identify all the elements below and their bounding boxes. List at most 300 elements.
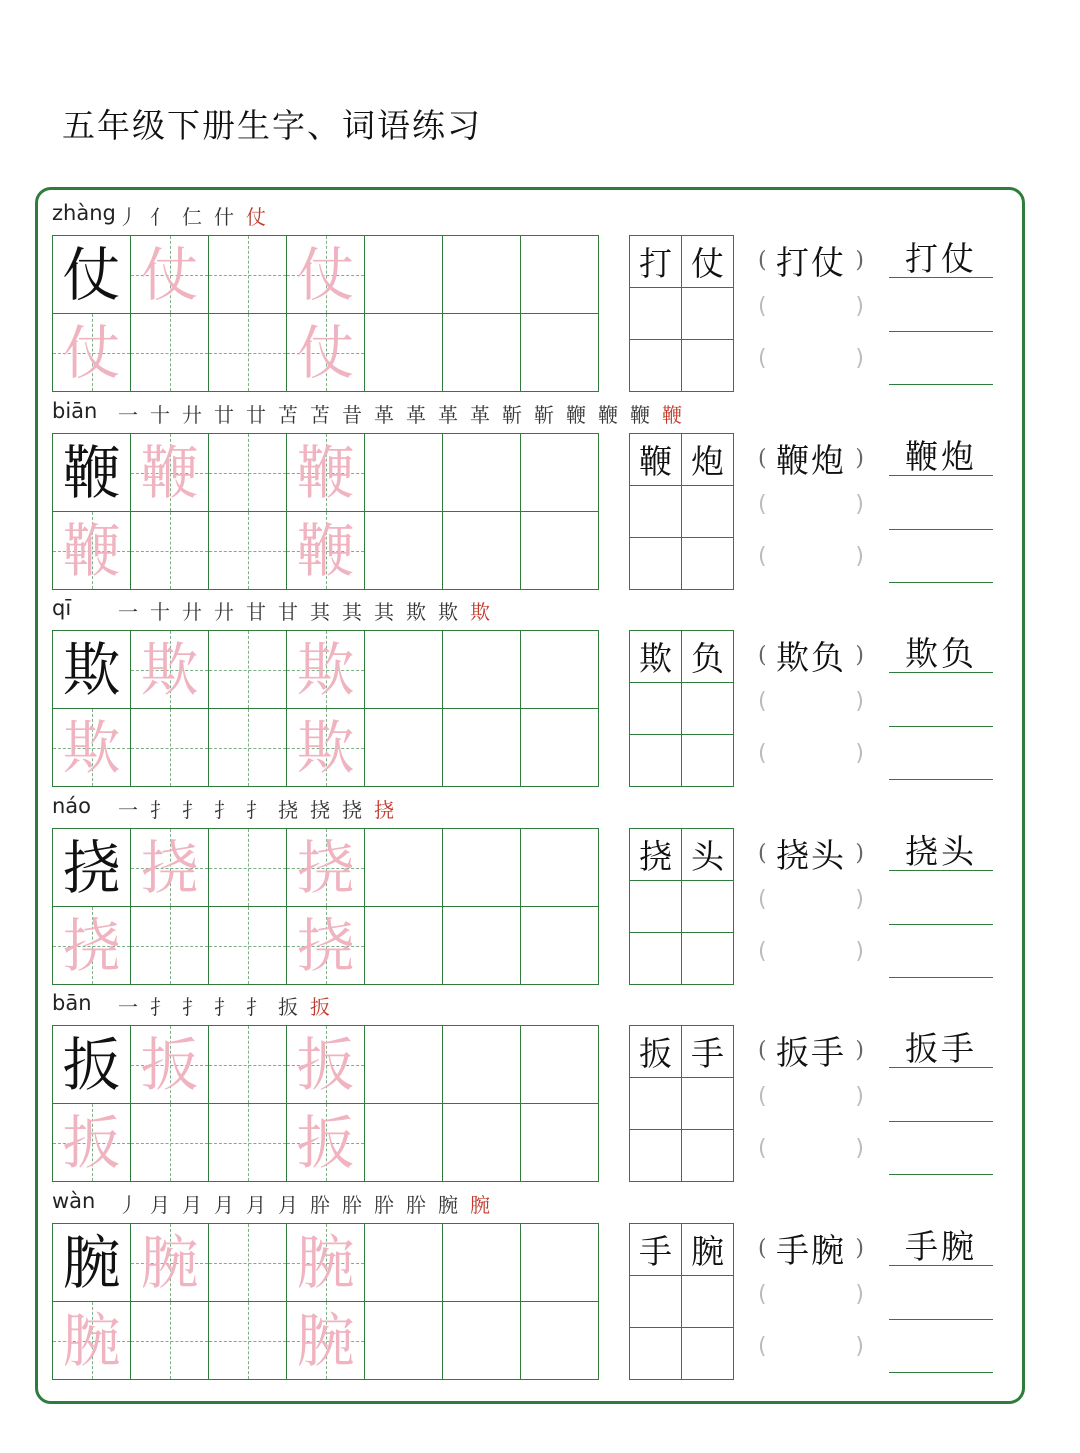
paren-open: ( bbox=[758, 1281, 767, 1307]
word-cell[interactable] bbox=[682, 881, 734, 933]
word-cell[interactable]: 仗 bbox=[682, 236, 734, 288]
word-cell[interactable] bbox=[630, 881, 682, 933]
paren-open: ( bbox=[758, 491, 767, 517]
paren-blank[interactable] bbox=[758, 489, 864, 519]
practice-cell[interactable] bbox=[209, 709, 287, 787]
stroke-step: 扌 bbox=[214, 798, 234, 822]
paren-close: ) bbox=[855, 1037, 864, 1063]
practice-cell[interactable] bbox=[131, 709, 209, 787]
word-grid bbox=[629, 235, 734, 392]
char-section bbox=[0, 1183, 1080, 1380]
word-cell[interactable]: 手 bbox=[682, 1026, 734, 1078]
write-line[interactable] bbox=[889, 1318, 993, 1320]
paren-word bbox=[758, 834, 864, 875]
write-line[interactable] bbox=[889, 1371, 993, 1373]
page-title: 五年级下册生字、词语练习 bbox=[62, 106, 482, 145]
stroke-step: 昔 bbox=[342, 403, 362, 427]
paren-close: ) bbox=[855, 1235, 864, 1261]
paren-close: ) bbox=[855, 840, 864, 866]
write-line[interactable] bbox=[889, 383, 993, 385]
paren-close: ) bbox=[855, 886, 864, 912]
practice-cell[interactable] bbox=[131, 434, 209, 512]
practice-cell[interactable] bbox=[131, 1224, 209, 1302]
practice-cell[interactable] bbox=[287, 314, 365, 392]
paren-open: ( bbox=[758, 642, 767, 668]
paren-word-text: 鞭炮 bbox=[776, 440, 846, 480]
practice-cell[interactable] bbox=[365, 1104, 443, 1182]
stroke-step: 廿 bbox=[246, 403, 266, 427]
practice-cell[interactable] bbox=[131, 631, 209, 709]
practice-cell[interactable] bbox=[131, 512, 209, 590]
paren-close: ) bbox=[855, 445, 864, 471]
model-char: 挠 bbox=[62, 833, 121, 902]
stroke-step: 廿 bbox=[214, 403, 234, 427]
practice-cell[interactable] bbox=[365, 1302, 443, 1380]
word-cell[interactable] bbox=[682, 735, 734, 787]
trace-char: 挠 bbox=[62, 911, 121, 980]
practice-cell[interactable] bbox=[443, 512, 521, 590]
practice-cell[interactable] bbox=[53, 1026, 131, 1104]
stroke-step: 廾 bbox=[214, 600, 234, 624]
word-cell[interactable] bbox=[682, 933, 734, 985]
practice-cell[interactable] bbox=[287, 631, 365, 709]
practice-cell[interactable] bbox=[287, 236, 365, 314]
stroke-step: 扌 bbox=[150, 995, 170, 1019]
write-line[interactable] bbox=[889, 1120, 993, 1122]
trace-char: 仗 bbox=[296, 318, 355, 387]
paren-open: ( bbox=[758, 740, 767, 766]
stroke-step: 肸 bbox=[342, 1193, 362, 1217]
word-cell[interactable] bbox=[682, 1078, 734, 1130]
trace-char: 腕 bbox=[62, 1306, 121, 1375]
practice-cell[interactable] bbox=[443, 314, 521, 392]
practice-cell[interactable] bbox=[131, 1026, 209, 1104]
stroke-order bbox=[116, 991, 332, 1020]
trace-char: 鞭 bbox=[296, 438, 355, 507]
stroke-step: 革 bbox=[438, 403, 458, 427]
model-char: 仗 bbox=[62, 240, 121, 309]
practice-cell[interactable] bbox=[53, 829, 131, 907]
stroke-step: 月 bbox=[214, 1193, 234, 1217]
practice-cell[interactable] bbox=[365, 829, 443, 907]
paren-open: ( bbox=[758, 840, 767, 866]
practice-cell[interactable] bbox=[365, 1026, 443, 1104]
practice-cell[interactable] bbox=[287, 709, 365, 787]
paren-word bbox=[758, 1031, 864, 1072]
practice-cell[interactable] bbox=[131, 1104, 209, 1182]
word-cell[interactable]: 扳 bbox=[630, 1026, 682, 1078]
paren-word bbox=[758, 241, 864, 282]
word-cell[interactable] bbox=[682, 538, 734, 590]
pinyin-label: biān bbox=[52, 399, 98, 423]
underlined-word: 鞭炮 bbox=[889, 439, 993, 476]
stroke-step: 靳 bbox=[502, 403, 522, 427]
practice-cell[interactable] bbox=[53, 1224, 131, 1302]
word-cell[interactable]: 头 bbox=[682, 829, 734, 881]
stroke-step: 腕 bbox=[470, 1193, 490, 1217]
paren-word-text: 扳手 bbox=[776, 1032, 846, 1072]
stroke-step: 挠 bbox=[374, 798, 394, 822]
write-line[interactable] bbox=[889, 528, 993, 530]
char-section bbox=[0, 788, 1080, 985]
paren-close: ) bbox=[855, 1333, 864, 1359]
practice-cell[interactable] bbox=[521, 1224, 599, 1302]
practice-cell[interactable] bbox=[209, 236, 287, 314]
trace-char: 挠 bbox=[296, 911, 355, 980]
stroke-step: 一 bbox=[118, 798, 138, 822]
practice-cell[interactable] bbox=[443, 434, 521, 512]
stroke-step: 肸 bbox=[310, 1193, 330, 1217]
practice-cell[interactable] bbox=[287, 907, 365, 985]
paren-open: ( bbox=[758, 1333, 767, 1359]
model-char: 扳 bbox=[62, 1030, 121, 1099]
paren-blank[interactable] bbox=[758, 1331, 864, 1361]
practice-grid bbox=[52, 1223, 599, 1380]
stroke-order bbox=[116, 596, 492, 625]
paren-blank[interactable] bbox=[758, 884, 864, 914]
paren-blank[interactable] bbox=[758, 686, 864, 716]
word-cell[interactable]: 欺 bbox=[630, 631, 682, 683]
trace-char: 腕 bbox=[140, 1228, 199, 1297]
practice-cell[interactable] bbox=[209, 631, 287, 709]
word-grid bbox=[629, 630, 734, 787]
model-char: 鞭 bbox=[62, 438, 121, 507]
practice-cell[interactable] bbox=[365, 236, 443, 314]
stroke-step: 月 bbox=[182, 1193, 202, 1217]
trace-char: 欺 bbox=[140, 635, 199, 704]
practice-grid bbox=[52, 1025, 599, 1182]
write-line[interactable] bbox=[889, 778, 993, 780]
stroke-step: 挠 bbox=[310, 798, 330, 822]
stroke-step: 扌 bbox=[150, 798, 170, 822]
paren-word-text: 挠头 bbox=[776, 835, 846, 875]
practice-cell[interactable] bbox=[53, 512, 131, 590]
practice-cell[interactable] bbox=[209, 1224, 287, 1302]
trace-char: 欺 bbox=[296, 713, 355, 782]
stroke-step: 苫 bbox=[310, 403, 330, 427]
word-cell[interactable] bbox=[630, 288, 682, 340]
practice-cell[interactable] bbox=[521, 709, 599, 787]
practice-cell[interactable] bbox=[365, 512, 443, 590]
write-line[interactable] bbox=[889, 923, 993, 925]
stroke-step: 苫 bbox=[278, 403, 298, 427]
practice-cell[interactable] bbox=[443, 1302, 521, 1380]
paren-open: ( bbox=[758, 886, 767, 912]
pinyin-label: qī bbox=[52, 596, 72, 620]
practice-cell[interactable] bbox=[521, 1026, 599, 1104]
word-cell[interactable] bbox=[630, 486, 682, 538]
model-char: 腕 bbox=[62, 1228, 121, 1297]
stroke-step: 扌 bbox=[214, 995, 234, 1019]
practice-cell[interactable] bbox=[521, 829, 599, 907]
word-grid bbox=[629, 433, 734, 590]
stroke-step: 扌 bbox=[246, 798, 266, 822]
practice-cell[interactable] bbox=[521, 434, 599, 512]
word-cell[interactable] bbox=[630, 1328, 682, 1380]
write-line[interactable] bbox=[889, 330, 993, 332]
practice-cell[interactable] bbox=[443, 709, 521, 787]
practice-cell[interactable] bbox=[287, 1224, 365, 1302]
practice-cell[interactable] bbox=[209, 434, 287, 512]
write-line[interactable] bbox=[889, 725, 993, 727]
paren-open: ( bbox=[758, 1083, 767, 1109]
write-line[interactable] bbox=[889, 581, 993, 583]
stroke-step: 其 bbox=[310, 600, 330, 624]
paren-blank[interactable] bbox=[758, 1279, 864, 1309]
practice-cell[interactable] bbox=[53, 631, 131, 709]
word-cell[interactable]: 炮 bbox=[682, 434, 734, 486]
practice-cell[interactable] bbox=[53, 434, 131, 512]
paren-close: ) bbox=[855, 345, 864, 371]
word-cell[interactable] bbox=[630, 340, 682, 392]
stroke-step: 鞭 bbox=[662, 403, 682, 427]
word-cell[interactable] bbox=[682, 1130, 734, 1182]
write-line[interactable] bbox=[889, 976, 993, 978]
practice-cell[interactable] bbox=[53, 314, 131, 392]
paren-close: ) bbox=[855, 543, 864, 569]
underlined-word: 欺负 bbox=[889, 636, 993, 673]
practice-cell[interactable] bbox=[443, 631, 521, 709]
paren-blank[interactable] bbox=[758, 291, 864, 321]
stroke-step: 甘 bbox=[278, 600, 298, 624]
paren-blank[interactable] bbox=[758, 1081, 864, 1111]
word-cell[interactable] bbox=[682, 1276, 734, 1328]
paren-open: ( bbox=[758, 293, 767, 319]
word-cell[interactable] bbox=[682, 683, 734, 735]
practice-cell[interactable] bbox=[443, 1104, 521, 1182]
paren-open: ( bbox=[758, 445, 767, 471]
practice-cell[interactable] bbox=[287, 512, 365, 590]
practice-cell[interactable] bbox=[521, 907, 599, 985]
word-cell[interactable]: 鞭 bbox=[630, 434, 682, 486]
stroke-order bbox=[116, 1189, 492, 1218]
stroke-step: 仗 bbox=[246, 205, 266, 229]
underlined-word: 挠头 bbox=[889, 834, 993, 871]
word-cell[interactable] bbox=[682, 288, 734, 340]
paren-open: ( bbox=[758, 1037, 767, 1063]
stroke-step: 亻 bbox=[150, 205, 170, 229]
paren-word-text: 打仗 bbox=[776, 242, 846, 282]
paren-open: ( bbox=[758, 688, 767, 714]
practice-cell[interactable] bbox=[287, 434, 365, 512]
practice-cell[interactable] bbox=[521, 631, 599, 709]
stroke-step: 肸 bbox=[374, 1193, 394, 1217]
stroke-order bbox=[116, 201, 268, 230]
paren-close: ) bbox=[855, 1083, 864, 1109]
trace-char: 鞭 bbox=[140, 438, 199, 507]
word-cell[interactable] bbox=[630, 735, 682, 787]
practice-cell[interactable] bbox=[131, 907, 209, 985]
practice-cell[interactable] bbox=[365, 709, 443, 787]
practice-cell[interactable] bbox=[365, 907, 443, 985]
stroke-step: 靳 bbox=[534, 403, 554, 427]
practice-cell[interactable] bbox=[521, 1104, 599, 1182]
stroke-step: 甘 bbox=[246, 600, 266, 624]
paren-open: ( bbox=[758, 543, 767, 569]
practice-cell[interactable] bbox=[209, 907, 287, 985]
paren-close: ) bbox=[855, 642, 864, 668]
stroke-step: 挠 bbox=[278, 798, 298, 822]
stroke-step: 鞭 bbox=[630, 403, 650, 427]
stroke-step: 革 bbox=[406, 403, 426, 427]
trace-char: 欺 bbox=[62, 713, 121, 782]
practice-cell[interactable] bbox=[131, 236, 209, 314]
word-cell[interactable]: 腕 bbox=[682, 1224, 734, 1276]
stroke-step: 十 bbox=[150, 403, 170, 427]
practice-cell[interactable] bbox=[287, 1026, 365, 1104]
paren-close: ) bbox=[855, 1135, 864, 1161]
practice-grid bbox=[52, 828, 599, 985]
practice-cell[interactable] bbox=[209, 314, 287, 392]
word-cell[interactable]: 打 bbox=[630, 236, 682, 288]
practice-cell[interactable] bbox=[53, 236, 131, 314]
stroke-step: 欺 bbox=[438, 600, 458, 624]
word-cell[interactable]: 挠 bbox=[630, 829, 682, 881]
stroke-step: 一 bbox=[118, 403, 138, 427]
stroke-step: 什 bbox=[214, 205, 234, 229]
practice-cell[interactable] bbox=[521, 236, 599, 314]
practice-cell[interactable] bbox=[365, 314, 443, 392]
word-cell[interactable]: 负 bbox=[682, 631, 734, 683]
practice-cell[interactable] bbox=[209, 1302, 287, 1380]
stroke-order bbox=[116, 794, 396, 823]
stroke-step: 仁 bbox=[182, 205, 202, 229]
model-char: 欺 bbox=[62, 635, 121, 704]
stroke-step: 丿 bbox=[118, 205, 138, 229]
stroke-step: 革 bbox=[374, 403, 394, 427]
practice-cell[interactable] bbox=[365, 434, 443, 512]
stroke-step: 腕 bbox=[438, 1193, 458, 1217]
trace-char: 鞭 bbox=[62, 516, 121, 585]
practice-cell[interactable] bbox=[521, 512, 599, 590]
trace-char: 仗 bbox=[62, 318, 121, 387]
practice-cell[interactable] bbox=[287, 829, 365, 907]
word-cell[interactable] bbox=[630, 933, 682, 985]
trace-char: 仗 bbox=[296, 240, 355, 309]
practice-cell[interactable] bbox=[365, 1224, 443, 1302]
paren-word bbox=[758, 636, 864, 677]
stroke-step: 欺 bbox=[406, 600, 426, 624]
practice-grid bbox=[52, 433, 599, 590]
stroke-step: 扳 bbox=[278, 995, 298, 1019]
practice-cell[interactable] bbox=[287, 1302, 365, 1380]
trace-char: 腕 bbox=[296, 1306, 355, 1375]
char-section bbox=[0, 195, 1080, 392]
practice-cell[interactable] bbox=[365, 631, 443, 709]
practice-cell[interactable] bbox=[53, 709, 131, 787]
stroke-step: 欺 bbox=[470, 600, 490, 624]
practice-cell[interactable] bbox=[53, 907, 131, 985]
practice-cell[interactable] bbox=[521, 1302, 599, 1380]
word-cell[interactable] bbox=[630, 1078, 682, 1130]
stroke-step: 一 bbox=[118, 600, 138, 624]
char-section bbox=[0, 393, 1080, 590]
paren-word-text: 手腕 bbox=[776, 1230, 846, 1270]
stroke-step: 肸 bbox=[406, 1193, 426, 1217]
stroke-step: 挠 bbox=[342, 798, 362, 822]
word-cell[interactable] bbox=[630, 683, 682, 735]
paren-close: ) bbox=[855, 293, 864, 319]
stroke-step: 扳 bbox=[310, 995, 330, 1019]
practice-cell[interactable] bbox=[521, 314, 599, 392]
paren-open: ( bbox=[758, 938, 767, 964]
practice-cell[interactable] bbox=[443, 1026, 521, 1104]
char-section bbox=[0, 590, 1080, 787]
paren-blank[interactable] bbox=[758, 936, 864, 966]
trace-char: 鞭 bbox=[296, 516, 355, 585]
stroke-step: 鞭 bbox=[598, 403, 618, 427]
paren-blank[interactable] bbox=[758, 541, 864, 571]
write-line[interactable] bbox=[889, 1173, 993, 1175]
stroke-step: 月 bbox=[278, 1193, 298, 1217]
paren-open: ( bbox=[758, 247, 767, 273]
paren-close: ) bbox=[855, 740, 864, 766]
practice-cell[interactable] bbox=[131, 1302, 209, 1380]
underlined-word: 扳手 bbox=[889, 1031, 993, 1068]
paren-open: ( bbox=[758, 1135, 767, 1161]
word-cell[interactable]: 手 bbox=[630, 1224, 682, 1276]
pinyin-label: bān bbox=[52, 991, 92, 1015]
practice-cell[interactable] bbox=[443, 907, 521, 985]
paren-blank[interactable] bbox=[758, 1133, 864, 1163]
underlined-word: 打仗 bbox=[889, 241, 993, 278]
word-cell[interactable] bbox=[682, 486, 734, 538]
word-cell[interactable] bbox=[682, 1328, 734, 1380]
practice-cell[interactable] bbox=[443, 1224, 521, 1302]
paren-word bbox=[758, 439, 864, 480]
practice-cell[interactable] bbox=[209, 1026, 287, 1104]
char-section bbox=[0, 985, 1080, 1182]
paren-close: ) bbox=[855, 491, 864, 517]
paren-blank[interactable] bbox=[758, 343, 864, 373]
paren-blank[interactable] bbox=[758, 738, 864, 768]
practice-cell[interactable] bbox=[443, 236, 521, 314]
word-cell[interactable] bbox=[630, 538, 682, 590]
trace-char: 扳 bbox=[296, 1030, 355, 1099]
practice-cell[interactable] bbox=[209, 512, 287, 590]
stroke-step: 扌 bbox=[246, 995, 266, 1019]
trace-char: 扳 bbox=[62, 1108, 121, 1177]
paren-open: ( bbox=[758, 1235, 767, 1261]
practice-cell[interactable] bbox=[443, 829, 521, 907]
practice-cell[interactable] bbox=[209, 1104, 287, 1182]
stroke-step: 其 bbox=[374, 600, 394, 624]
word-cell[interactable] bbox=[630, 1276, 682, 1328]
practice-cell[interactable] bbox=[53, 1104, 131, 1182]
practice-cell[interactable] bbox=[131, 829, 209, 907]
practice-cell[interactable] bbox=[53, 1302, 131, 1380]
stroke-step: 鞭 bbox=[566, 403, 586, 427]
paren-close: ) bbox=[855, 247, 864, 273]
paren-word bbox=[758, 1229, 864, 1270]
paren-close: ) bbox=[855, 938, 864, 964]
practice-cell[interactable] bbox=[287, 1104, 365, 1182]
stroke-step: 革 bbox=[470, 403, 490, 427]
paren-close: ) bbox=[855, 688, 864, 714]
word-cell[interactable] bbox=[630, 1130, 682, 1182]
word-grid bbox=[629, 1223, 734, 1380]
practice-cell[interactable] bbox=[209, 829, 287, 907]
practice-cell[interactable] bbox=[131, 314, 209, 392]
trace-char: 扳 bbox=[140, 1030, 199, 1099]
stroke-step: 扌 bbox=[182, 798, 202, 822]
trace-char: 腕 bbox=[296, 1228, 355, 1297]
word-grid bbox=[629, 828, 734, 985]
paren-open: ( bbox=[758, 345, 767, 371]
stroke-step: 一 bbox=[118, 995, 138, 1019]
pinyin-label: náo bbox=[52, 794, 92, 818]
word-cell[interactable] bbox=[682, 340, 734, 392]
